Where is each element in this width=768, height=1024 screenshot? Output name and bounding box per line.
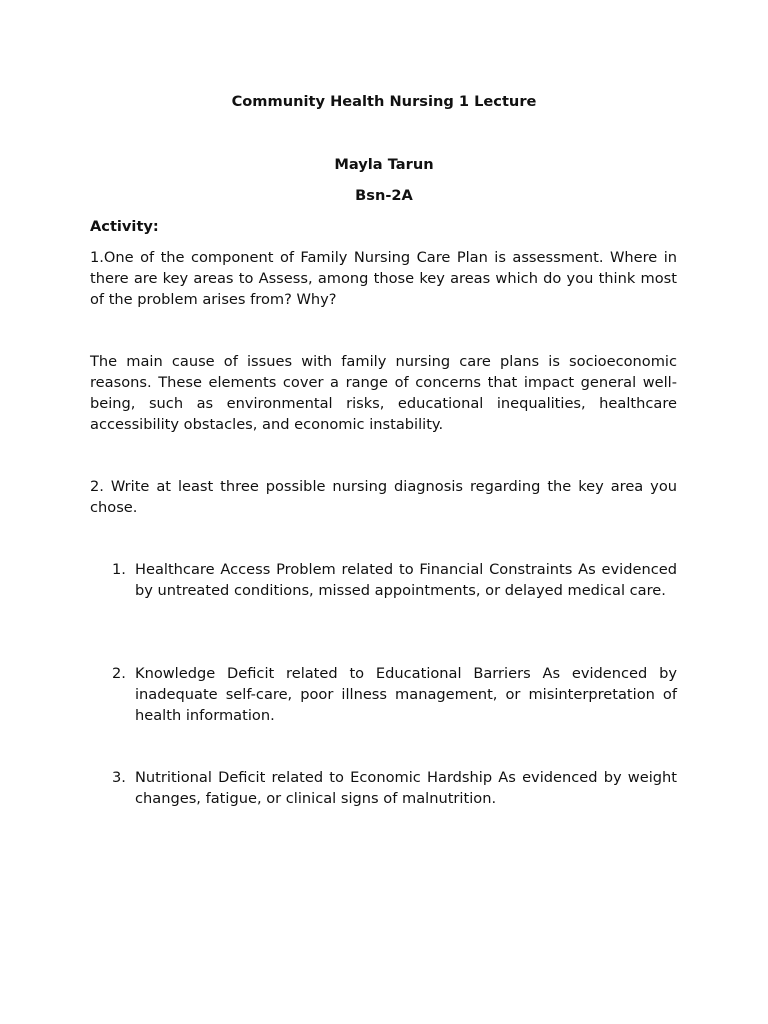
activity-label: Activity: [90, 218, 159, 235]
student-section: Bsn-2A [355, 187, 413, 204]
answer-1: The main cause of issues with family nursing care plans is socioeconomic reasons. These elements cover a range of concerns that impact general well-being, such as environmental risks, educational inequalities, healthcare accessibility obstacles, and economic instability. [90, 353, 677, 433]
diagnosis-number: 3. [112, 769, 126, 786]
document-title: Community Health Nursing 1 Lecture [231, 93, 537, 110]
question-1: 1.One of the component of Family Nursing Care Plan is assessment. Where in there are key areas to Assess, among those key areas which do you think most of the problem arises from? Why? [90, 249, 677, 308]
diagnosis-text: Nutritional Deficit related to Economic Hardship As evidenced by weight changes, fatigue, or clinical signs of malnutrition. [135, 769, 677, 807]
diagnosis-number: 2. [112, 665, 126, 682]
question-2: 2. Write at least three possible nursing diagnosis regarding the key area you chose. [90, 478, 677, 516]
diagnosis-text: Knowledge Deficit related to Educational Barriers As evidenced by inadequate self-care, poor illness management, or misinterpretation of health information. [135, 665, 677, 724]
diagnosis-number: 1. [112, 561, 126, 578]
diagnosis-text: Healthcare Access Problem related to Financial Constraints As evidenced by untreated conditions, missed appointments, or delayed medical care. [135, 561, 677, 599]
student-name: Mayla Tarun [334, 156, 434, 173]
